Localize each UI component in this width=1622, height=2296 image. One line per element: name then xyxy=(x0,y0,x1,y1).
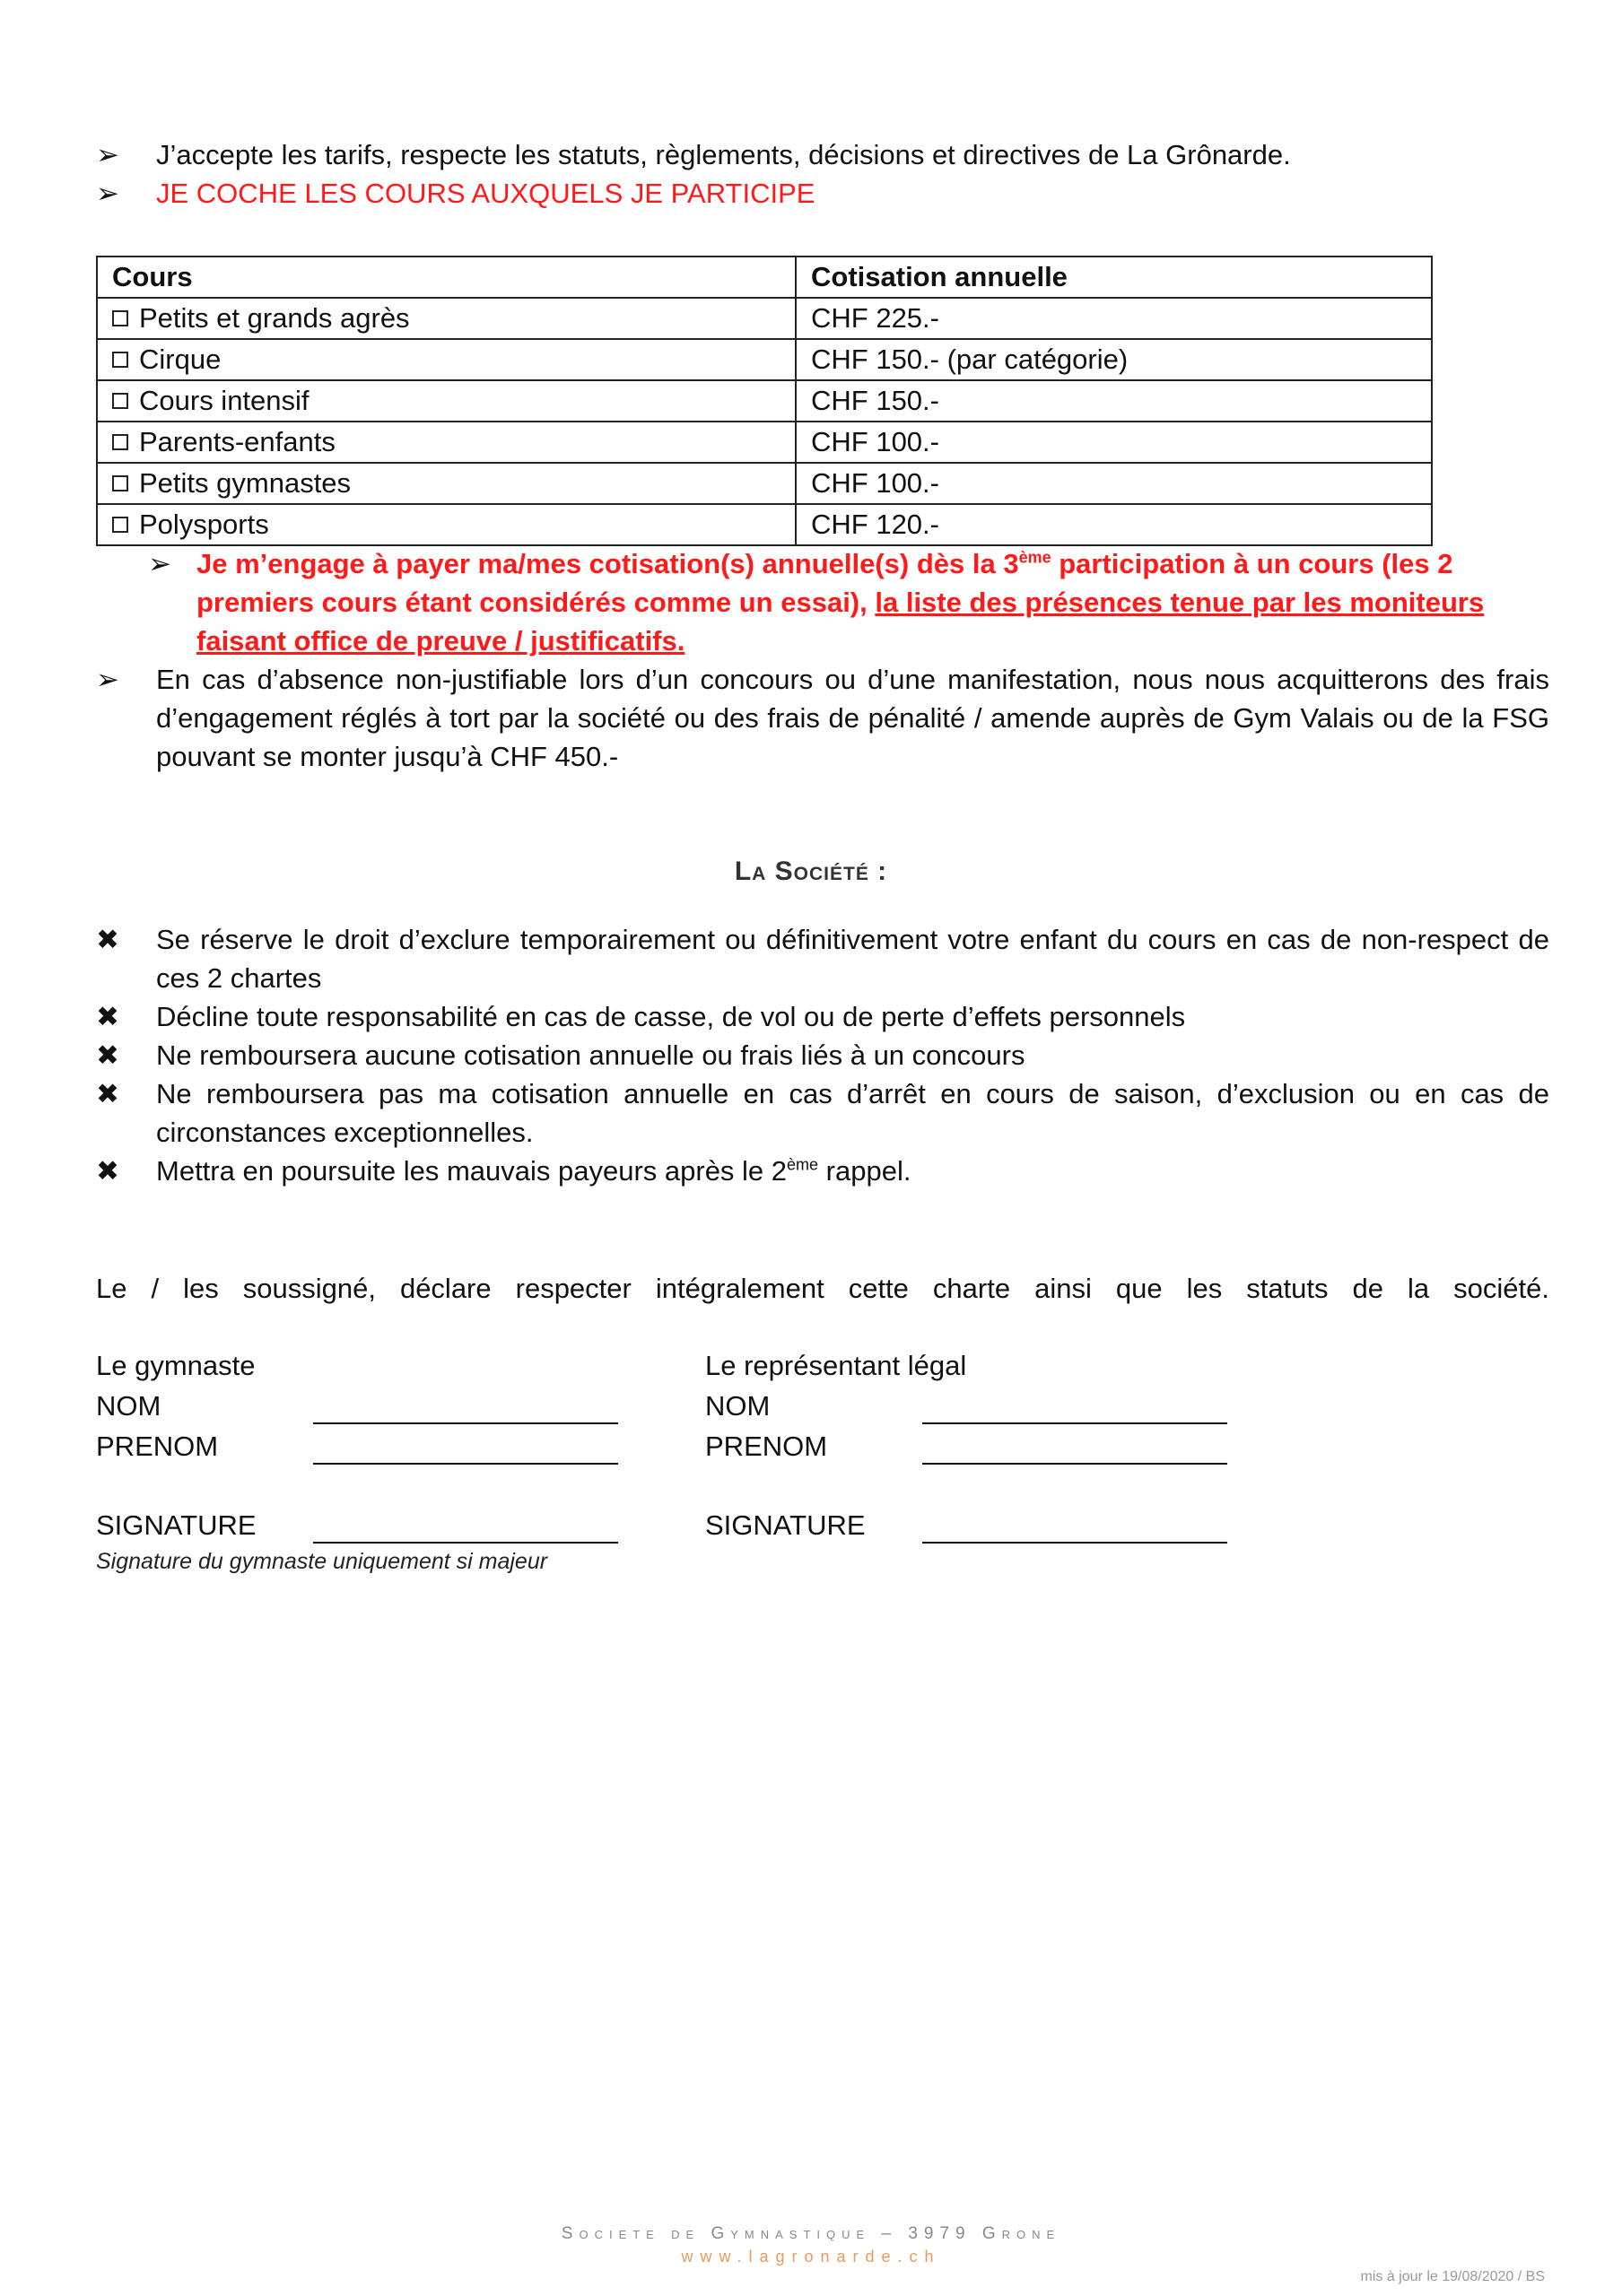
course-fee: CHF 120.- xyxy=(796,504,1432,545)
footer-society: Societe de Gymnastique – 3979 Grone xyxy=(561,2224,1061,2243)
footer-website[interactable]: www.lagronarde.ch xyxy=(681,2248,941,2266)
representative-nom-line[interactable] xyxy=(922,1422,1227,1424)
header-cotisation: Cotisation annuelle xyxy=(796,257,1432,298)
intro-line-1: J’accepte les tarifs, respecte les statuts, règlements, décisions et directives de La Grônarde. xyxy=(156,139,1291,170)
engagement-underlined: la liste des présences tenue par les moniteurs faisant office de preuve / justificatifs. xyxy=(196,587,1485,657)
course-fee: CHF 100.- xyxy=(796,463,1432,504)
gymnast-prenom-line[interactable] xyxy=(313,1463,618,1465)
table-row xyxy=(97,504,1432,545)
cross-bullet-icon: ✖ xyxy=(96,1155,119,1187)
society-item-text: Décline toute responsabilité en cas de casse, de vol ou de perte d’effets personnels xyxy=(156,1001,1186,1032)
course-checkbox[interactable] xyxy=(112,434,128,450)
table-row xyxy=(97,380,1432,422)
society-last-pre: Mettra en poursuite les mauvais payeurs après le 2 xyxy=(156,1155,788,1187)
gymnast-nom-label: NOM xyxy=(96,1390,161,1422)
course-checkbox[interactable] xyxy=(112,475,128,491)
society-last-post: rappel. xyxy=(818,1155,911,1187)
arrow-bullet-icon: ➢ xyxy=(96,664,119,695)
gymnast-signature-label: SIGNATURE xyxy=(96,1509,257,1541)
absence-text: En cas d’absence non-justifiable lors d’un concours ou d’une manifestation, nous nous acquitterons des frais d’engagement réglés à tort par la société ou des frais de pénalité / amende auprès de Gym Valais ou de la FSG pouvant se monter jusqu’à CHF 450.- xyxy=(156,664,1549,772)
signature-block-gymnast xyxy=(96,1345,670,1561)
representative-prenom-line[interactable] xyxy=(922,1463,1227,1465)
representative-title: Le représentant légal xyxy=(705,1350,967,1381)
course-name: Petits gymnastes xyxy=(139,467,352,499)
course-checkbox[interactable] xyxy=(112,352,128,368)
representative-signature-label: SIGNATURE xyxy=(705,1509,866,1541)
course-name: Cours intensif xyxy=(139,385,310,416)
update-note: mis à jour le 19/08/2020 / BS xyxy=(1360,2269,1545,2284)
course-name: Polysports xyxy=(139,509,269,540)
cross-bullet-icon: ✖ xyxy=(96,1001,119,1032)
table-row xyxy=(97,463,1432,504)
intro-line-2: JE COCHE LES COURS AUXQUELS JE PARTICIPE xyxy=(156,178,815,209)
representative-prenom-label: PRENOM xyxy=(705,1431,828,1462)
table-row xyxy=(97,339,1432,380)
engagement-text xyxy=(196,544,1548,660)
representative-signature-line[interactable] xyxy=(922,1542,1227,1544)
representative-nom-label: NOM xyxy=(705,1390,771,1422)
engagement-part1: Je m’engage à payer ma/mes cotisation(s) annuelle(s) dès la 3 xyxy=(196,548,1019,579)
society-item-text: Ne remboursera aucune cotisation annuelle ou frais liés à un concours xyxy=(156,1039,1025,1071)
course-fee: CHF 100.- xyxy=(796,422,1432,463)
gymnast-nom-line[interactable] xyxy=(313,1422,618,1424)
society-last-sup: ème xyxy=(787,1155,819,1174)
table-header-row xyxy=(97,257,1432,298)
course-name: Petits et grands agrès xyxy=(139,302,410,334)
society-item-text: Ne remboursera pas ma cotisation annuelle en cas d’arrêt en cours de saison, d’exclusion ou en cas de circonstances exceptionnelles. xyxy=(156,1078,1549,1148)
gymnast-prenom-label: PRENOM xyxy=(96,1431,219,1462)
course-name: Cirque xyxy=(139,344,222,375)
society-title: La Société : xyxy=(734,857,888,886)
declaration-text: Le / les soussigné, déclare respecter intégralement cette charte ainsi que les statuts de la société. xyxy=(96,1273,1549,1304)
arrow-bullet-icon: ➢ xyxy=(96,139,119,170)
courses-table xyxy=(96,256,1433,546)
signature-note: Signature du gymnaste uniquement si majeur xyxy=(96,1549,548,1574)
society-item-text: Se réserve le droit d’exclure temporairement ou définitivement votre enfant du cours en cas de non-respect de ces 2 chartes xyxy=(156,924,1549,994)
cross-bullet-icon: ✖ xyxy=(96,1039,119,1071)
header-cours: Cours xyxy=(97,257,796,298)
signature-block-representative xyxy=(705,1345,1279,1561)
cross-bullet-icon: ✖ xyxy=(96,1078,119,1109)
arrow-bullet-icon: ➢ xyxy=(148,548,171,579)
course-name: Parents-enfants xyxy=(139,426,336,457)
society-item-text xyxy=(156,1152,1549,1190)
gymnast-signature-line[interactable] xyxy=(313,1542,618,1544)
course-checkbox[interactable] xyxy=(112,393,128,409)
arrow-bullet-icon: ➢ xyxy=(96,178,119,209)
course-checkbox[interactable] xyxy=(112,310,128,326)
course-fee: CHF 150.- xyxy=(796,380,1432,422)
table-row xyxy=(97,298,1432,339)
table-row xyxy=(97,422,1432,463)
course-checkbox[interactable] xyxy=(112,517,128,533)
course-fee: CHF 225.- xyxy=(796,298,1432,339)
engagement-sup: ème xyxy=(1018,548,1051,567)
cross-bullet-icon: ✖ xyxy=(96,924,119,955)
engagement-part2: participation à un cours (les 2 premiers cours étant considérés comme un essai), xyxy=(196,548,1453,618)
gymnast-title: Le gymnaste xyxy=(96,1350,256,1381)
course-fee: CHF 150.- (par catégorie) xyxy=(796,339,1432,380)
